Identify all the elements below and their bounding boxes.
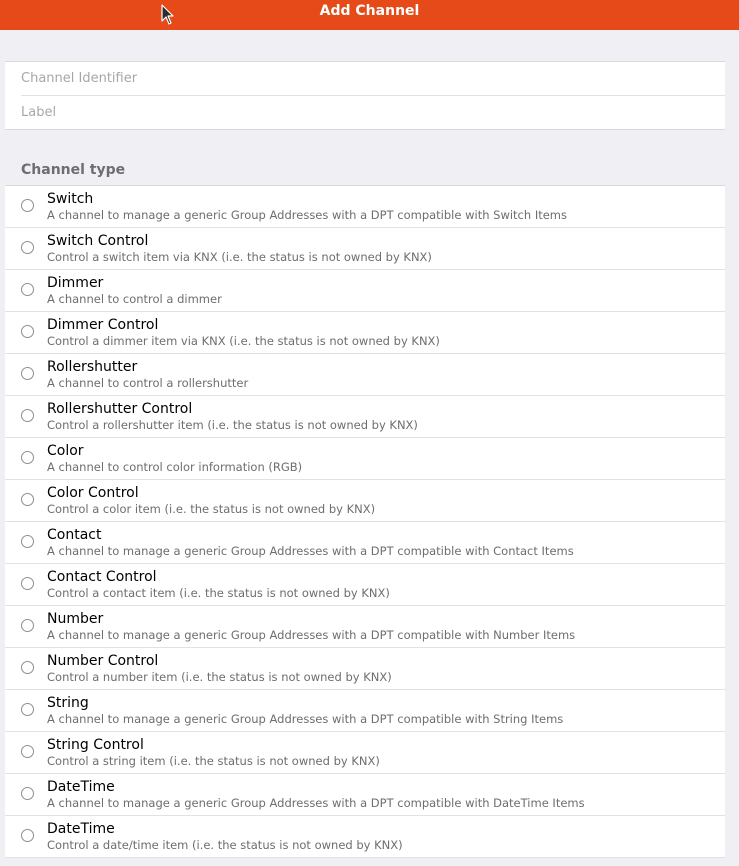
radio-button[interactable]: [21, 199, 34, 212]
channel-type-option[interactable]: [5, 774, 725, 816]
option-description: Control a date/time item (i.e. the status is not owned by KNX): [47, 838, 403, 852]
label-input[interactable]: [21, 96, 725, 129]
radio-button[interactable]: [21, 451, 34, 464]
radio-button[interactable]: [21, 241, 34, 254]
option-description: A channel to manage a generic Group Addresses with a DPT compatible with String Items: [47, 712, 564, 726]
channel-type-option[interactable]: [5, 438, 725, 480]
option-label: Contact: [47, 527, 102, 543]
option-label: Number: [47, 611, 104, 627]
radio-button[interactable]: [21, 787, 34, 800]
radio-button[interactable]: [21, 619, 34, 632]
radio-button[interactable]: [21, 661, 34, 674]
channel-type-option[interactable]: [5, 480, 725, 522]
radio-button[interactable]: [21, 283, 34, 296]
radio-button[interactable]: [21, 535, 34, 548]
option-description: Control a string item (i.e. the status is not owned by KNX): [47, 754, 380, 768]
option-label: Switch: [47, 191, 94, 207]
option-label: Contact Control: [47, 569, 157, 585]
option-description: A channel to control a rollershutter: [47, 376, 249, 390]
option-label: Color: [47, 443, 84, 459]
option-label: DateTime: [47, 779, 115, 795]
radio-button[interactable]: [21, 577, 34, 590]
channel-type-option[interactable]: [5, 732, 725, 774]
option-label: Switch Control: [47, 233, 149, 249]
radio-button[interactable]: [21, 325, 34, 338]
radio-button[interactable]: [21, 829, 34, 842]
option-description: A channel to manage a generic Group Addresses with a DPT compatible with Switch Items: [47, 208, 567, 222]
option-label: Rollershutter Control: [47, 401, 193, 417]
radio-button[interactable]: [21, 745, 34, 758]
channel-type-option[interactable]: [5, 564, 725, 606]
channel-type-heading: Channel type: [21, 162, 126, 178]
option-description: Control a number item (i.e. the status is not owned by KNX): [47, 670, 392, 684]
option-description: Control a rollershutter item (i.e. the status is not owned by KNX): [47, 418, 418, 432]
channel-form: [5, 61, 725, 130]
option-label: Dimmer Control: [47, 317, 159, 333]
option-description: A channel to control color information (RGB): [47, 460, 303, 474]
option-description: A channel to manage a generic Group Addresses with a DPT compatible with DateTime Items: [47, 796, 585, 810]
option-description: Control a switch item via KNX (i.e. the status is not owned by KNX): [47, 250, 432, 264]
option-label: Dimmer: [47, 275, 104, 291]
channel-type-option[interactable]: [5, 816, 725, 858]
option-description: A channel to manage a generic Group Addresses with a DPT compatible with Number Items: [47, 628, 576, 642]
option-label: Number Control: [47, 653, 159, 669]
channel-type-option[interactable]: [5, 648, 725, 690]
option-label: Rollershutter: [47, 359, 138, 375]
channel-type-option[interactable]: [5, 228, 725, 270]
channel-type-option[interactable]: [5, 312, 725, 354]
channel-type-option[interactable]: [5, 522, 725, 564]
option-description: A channel to control a dimmer: [47, 292, 222, 306]
radio-button[interactable]: [21, 493, 34, 506]
channel-type-option[interactable]: [5, 690, 725, 732]
navbar: [0, 0, 739, 30]
option-description: Control a contact item (i.e. the status is not owned by KNX): [47, 586, 390, 600]
option-label: String Control: [47, 737, 144, 753]
option-label: Color Control: [47, 485, 139, 501]
channel-type-option[interactable]: [5, 606, 725, 648]
channel-type-option[interactable]: [5, 270, 725, 312]
channel-type-option[interactable]: [5, 396, 725, 438]
radio-button[interactable]: [21, 703, 34, 716]
channel-identifier-input[interactable]: [21, 62, 725, 96]
option-label: String: [47, 695, 89, 711]
option-description: Control a dimmer item via KNX (i.e. the status is not owned by KNX): [47, 334, 440, 348]
radio-button[interactable]: [21, 409, 34, 422]
mouse-cursor-icon: [160, 3, 176, 27]
radio-button[interactable]: [21, 367, 34, 380]
channel-type-list: [5, 185, 725, 858]
page-title: Add Channel: [319, 3, 420, 19]
option-label: DateTime: [47, 821, 115, 837]
channel-type-option[interactable]: [5, 354, 725, 396]
option-description: Control a color item (i.e. the status is not owned by KNX): [47, 502, 376, 516]
option-description: A channel to manage a generic Group Addresses with a DPT compatible with Contact Items: [47, 544, 574, 558]
channel-type-option[interactable]: [5, 186, 725, 228]
